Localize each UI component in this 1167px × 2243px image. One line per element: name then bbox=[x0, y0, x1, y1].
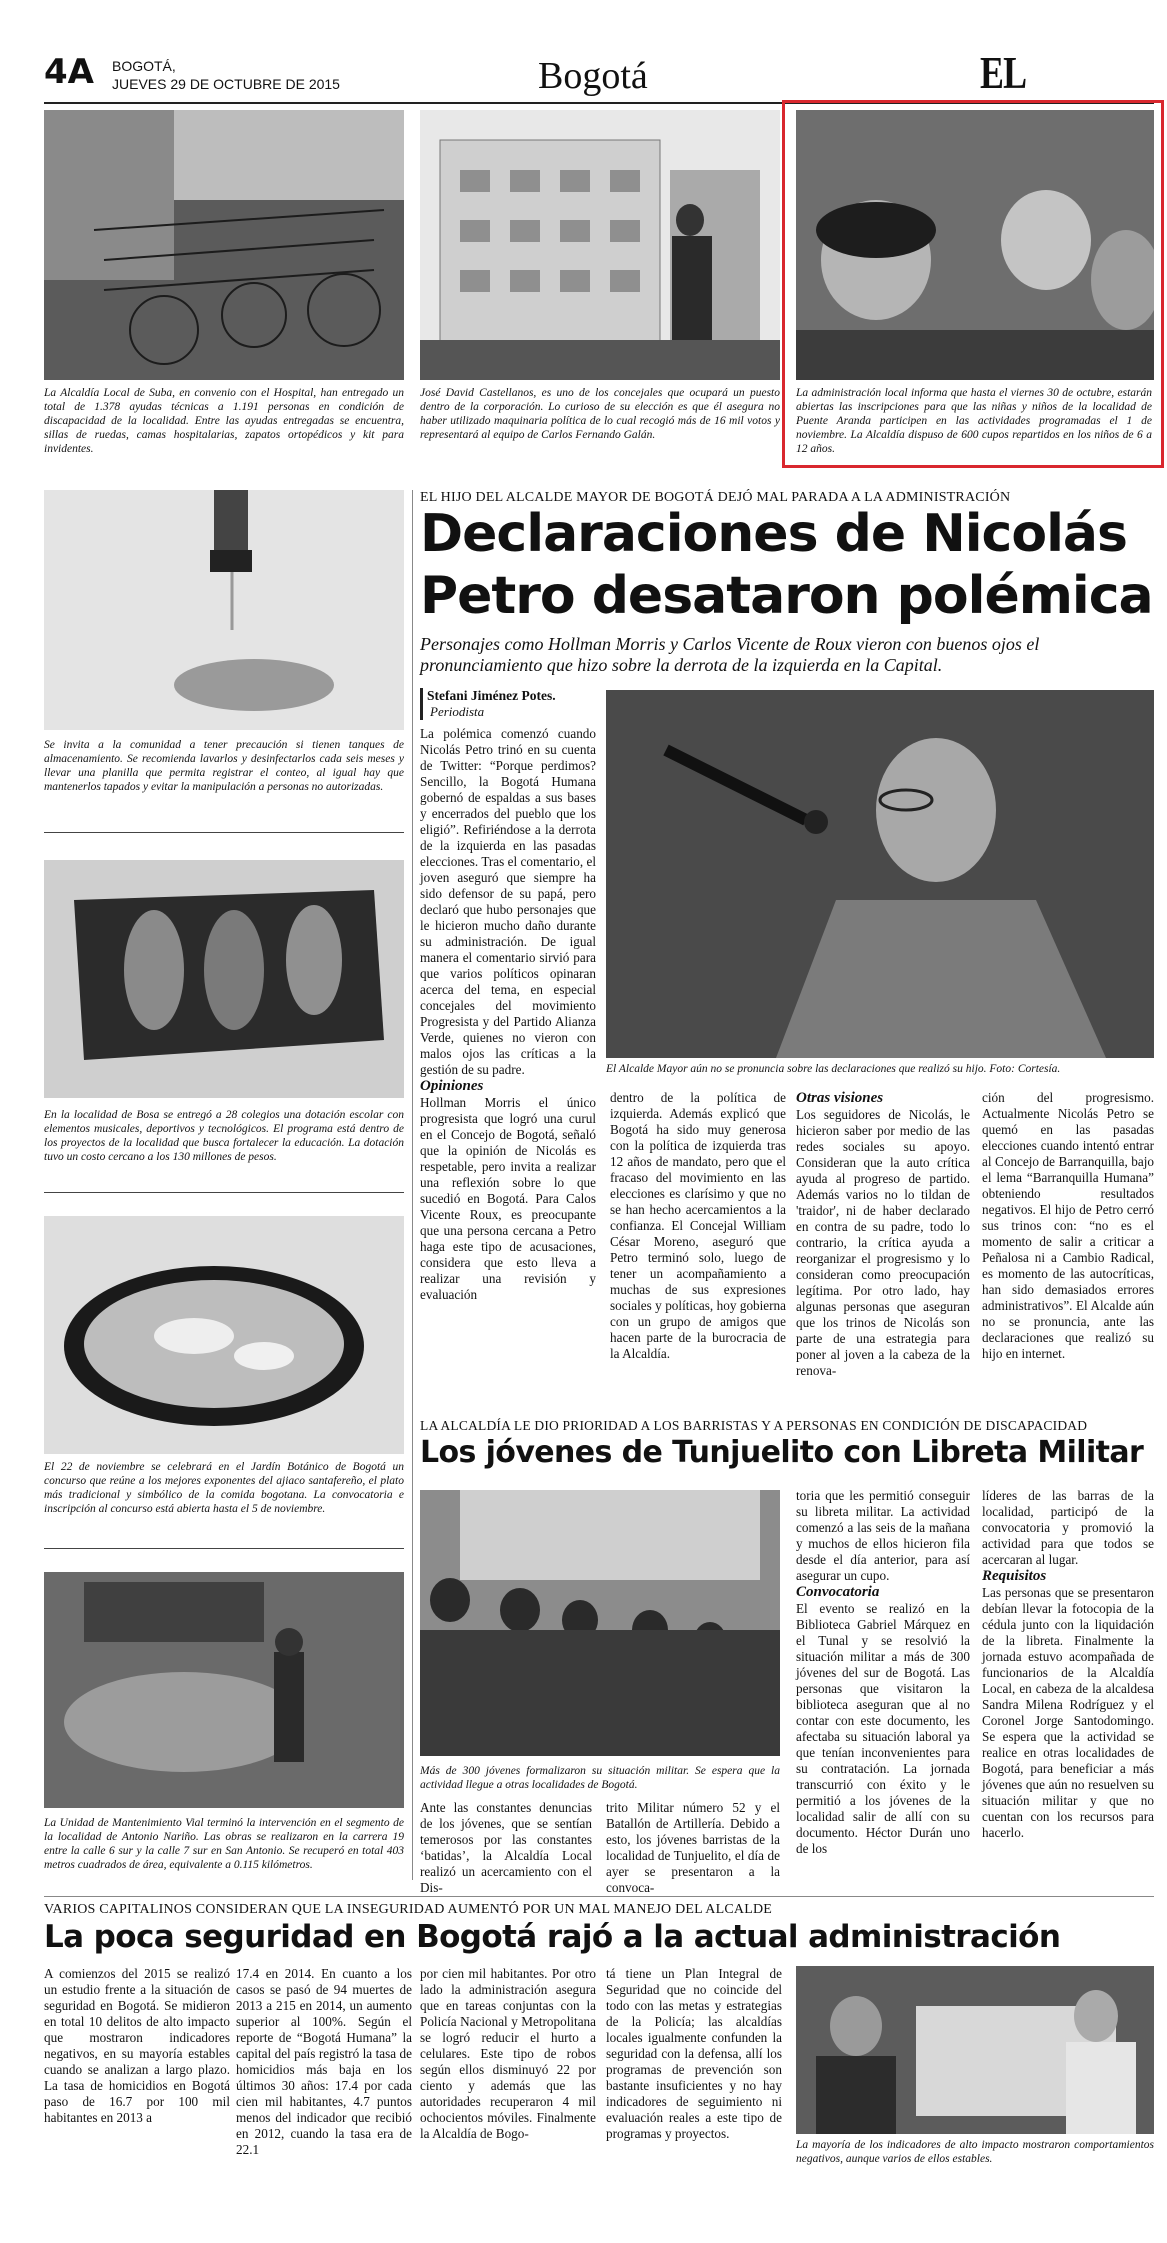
faucet-image bbox=[44, 490, 404, 730]
top-caption-2: José David Castellanos, es uno de los concejales que ocupará un puesto dentro de la corporación. Lo curioso de su elección es que él asegura no haber utilizado maquinaria política de lo cual recogió más de 16 mil votos y representará al equipo de Carlos Fernando Galán. bbox=[420, 387, 780, 441]
story2-col4a-text: líderes de las barras de la localidad, participó de la convocatoria y promovió la actividad para que todos se acercaran al lugar. bbox=[982, 1488, 1154, 1567]
children-image bbox=[796, 110, 1154, 380]
story1-col4-text: ción del progresismo. Actualmente Nicolás Petro se quemó en las pasadas elecciones cuando intentó entrar al Concejo de Barranquilla, bajo el lema “Barranquilla Humana” obteniendo resultados negativos. El hijo de Petro cerró sus trinos con: “no es el momento de salir a criticar a Peñalosa ni a Cambio Radical, es momento de las autocríticas, han sido demasiados errores administrativos”. El Alcalde aún no se pronuncia, ante las declaraciones que realizó su hijo en internet. bbox=[982, 1090, 1154, 1361]
dateline-date: JUEVES 29 DE OCTUBRE DE 2015 bbox=[112, 76, 340, 92]
story2-col2 bbox=[606, 1800, 780, 1896]
left-divider-2 bbox=[44, 1192, 404, 1193]
police-photo bbox=[796, 1966, 1154, 2134]
story1-col1-text: La polémica comenzó cuando Nicolás Petro trinó en su cuenta de Twitter: “Porque perdimos? Sencillo, la Bogotá Humana gobernó de espaldas a sus bases y encerrados del pueblo que los eligió”. Refiriéndose a la derrota de la izquierda en las pasadas elecciones. Tras el comentario, el joven aseguró que siempre ha sido defensor de su papá, pero declaró que hubo personajes que le hicieron mucho daño durante su administración. De igual manera el comentario sirvió para que varios políticos opinaran acerca del tema, en especial concejales del movimiento Progresista y del Partido Alianza Verde, quienes no vieron con malos ojos las críticas a la gestión de su padre. bbox=[420, 726, 596, 1077]
left-caption-2: En la localidad de Bosa se entregó a 28 colegios una dotación escolar con elementos musicales, deportivos y tecnológicos. El programa está dentro de los proyectos de la localidad que busca fortalecer la educación. La dotación tuvo un costo cercano a los 130 millones de pesos. bbox=[44, 1109, 404, 1163]
story1-col1b-text: Hollman Morris el único progresista que logró una curul en el Concejo de Bogotá, señaló que la opinión de Nicolás es respetable, pero invita a realizar una reflexión sobre lo que sucedió en Bogotá. Para Calos Vicente Roux, es preocupante que una persona cercana a Petro haga este tipo de acusaciones, considera que esto lleva a realizar una revisión y evaluación bbox=[420, 1095, 596, 1302]
story1-headline-line2: Petro desataron polémica bbox=[420, 566, 1153, 626]
story3-col1 bbox=[44, 1966, 230, 2126]
story2-col3 bbox=[796, 1488, 970, 1857]
story2-col3a-text: toria que les permitió conseguir su libreta militar. La actividad comenzó a las seis de la mañana y muchos de ellos hicieron fila desde el día anterior, para así asegurar un cupo. bbox=[796, 1488, 970, 1583]
councilman-photo bbox=[420, 110, 780, 380]
story1-subhead-otras: Otras visiones bbox=[796, 1090, 884, 1106]
top-caption-3: La administración local informa que hasta el viernes 30 de octubre, estarán abiertas las inscripciones para que las niñas y niños de la localidad de Puente Aranda participen en las actividades programadas el 1 de noviembre. La Alcaldía dispuso de 600 cupos repartidos en los niños de 6 a 12 años. bbox=[796, 387, 1152, 455]
column-rule bbox=[412, 490, 413, 1880]
ajiaco-photo bbox=[44, 1216, 404, 1454]
wheelchairs-photo bbox=[44, 110, 404, 380]
story3-col2 bbox=[236, 1966, 412, 2158]
left-divider-3 bbox=[44, 1548, 404, 1549]
story2-col2-text: trito Militar número 52 y el Batallón de Artillería. Debido a esto, los jóvenes barristas de la localidad de Tunjuelito, el día de ayer se presentaron a la convoca- bbox=[606, 1800, 780, 1895]
story3-col3-text: por cien mil habitantes. Por otro lado la administración asegura que en tareas conjuntas con la Policía Nacional y Metropolitana se logró reducir el hurto a celulares. Este tipo de robos según ellos disminuyó 22 por ciento y además que las autoridades recuperaron 4 mil ochocientos móviles. Finalmente la Alcaldía de Bogo- bbox=[420, 1966, 596, 2141]
left-caption-4: La Unidad de Mantenimiento Vial terminó la intervención en el segmento de la localidad de Antonio Nariño. Las obras se realizaron en la carrera 19 entre la calle 6 sur y la calle 7 sur en San Antonio. Se recuperó en total 403 metros cuadrados de área, equivalente a 0.115 kilómetros. bbox=[44, 1817, 404, 1871]
story2-col4b-text: Las personas que se presentaron debían llevar la fotocopia de la cédula junto con la liquidación de la libreta. Finalmente la jornada estuvo acompañada de funcionarios de la Alcaldía Local, en cabeza de la alcaldesa Sandra Milena Rodríguez y el Coronel Jorge Santodomingo. Se espera que la actividad se realice en otras localidades de Bogotá, para beneficiar a más jóvenes que aún no resuelven su situación militar y que no cuentan con los recursos para hacerlo. bbox=[982, 1585, 1154, 1840]
masthead: EL bbox=[980, 47, 1025, 98]
dateline-city: BOGOTÁ, bbox=[112, 58, 176, 74]
story2-col3b-text: El evento se realizó en la Biblioteca Gabriel Márquez en el Tunal y se resolvió la situación militar a más de 300 jóvenes del sur de Bogotá. Las personas que visitaron la biblioteca aseguran que al no contar con este documento, les afectaba su situación laboral ya que tenían inconvenientes para su contratación. La jornada transcurrió con éxito y le permitió a los jóvenes de la localidad salir de allí con su documento. Héctor Durán uno de los bbox=[796, 1601, 970, 1856]
roadworks-photo bbox=[44, 1572, 404, 1808]
story3-col3 bbox=[420, 1966, 596, 2142]
story1-deck: Personajes como Hollman Morris y Carlos Vicente de Roux vieron con buenos ojos el pronunciamiento que hizo sobre la derrota de la izquierda en la Capital. bbox=[420, 634, 1040, 675]
section-title: Bogotá bbox=[538, 55, 648, 97]
story1-col4 bbox=[982, 1090, 1154, 1362]
story3-col1-text: A comienzos del 2015 se realizó un estudio frente a la situación de seguridad en Bogotá. Se midieron en total 10 delitos de alto impacto que mostraron indicadores negativos, en su mayoría estables cuando se analizan a largo plazo. La tasa de homicidios en Bogotá paso de 16.7 por 100 mil habitantes en 2013 a bbox=[44, 1966, 230, 2125]
story1-col3 bbox=[796, 1090, 970, 1379]
petro-image bbox=[606, 690, 1154, 1058]
story2-col1-text: Ante las constantes denuncias de los jóvenes, que se sentían temerosos por las constantes ‘batidas’, la Alcaldía Local realizó un acercamiento con el Dis- bbox=[420, 1800, 592, 1895]
story3-headline: La poca seguridad en Bogotá rajó a la actual administración bbox=[44, 1919, 1061, 1955]
youths-photo bbox=[420, 1490, 780, 1756]
story1-col1 bbox=[420, 726, 596, 1303]
story1-col3-text: Los seguidores de Nicolás, le hicieron saber por medio de las redes sociales su apoyo. Consideran que la auto crítica ayuda al progreso de partido. Además varios no lo tildan de 'traidor', ni de haber declarado en contra de su padre, todo lo contrario, la crítica ayuda a reorganizar el progresismo y lo consideran como preocupación legítima. Por otro lado, hay algunas personas que aseguran que los trinos de Nicolás son parte de una estrategia para poner al joven a la cabeza de la renova- bbox=[796, 1107, 970, 1378]
story3-kicker: VARIOS CAPITALINOS CONSIDERAN QUE LA INSEGURIDAD AUMENTÓ POR UN MAL MANEJO DEL ALCALDE bbox=[44, 1902, 773, 1917]
left-divider-1 bbox=[44, 832, 404, 833]
petro-photo-caption: El Alcalde Mayor aún no se pronuncia sobre las declaraciones que realizó su hijo. Foto: Cortesía. bbox=[606, 1063, 1061, 1075]
story2-col1 bbox=[420, 1800, 592, 1896]
faucet-photo bbox=[44, 490, 404, 730]
story1-kicker: EL HIJO DEL ALCALDE MAYOR DE BOGOTÁ DEJÓ MAL PARADA A LA ADMINISTRACIÓN bbox=[420, 490, 1011, 505]
roadworks-image bbox=[44, 1572, 404, 1808]
story2-subhead-convocatoria: Convocatoria bbox=[796, 1584, 880, 1600]
wheelchairs-image bbox=[44, 110, 404, 380]
police-photo-caption: La mayoría de los indicadores de alto impacto mostraron comportamientos negativos, aunque varios de ellos estables. bbox=[796, 2139, 1154, 2165]
page-number: 4A bbox=[44, 52, 94, 92]
story2-subhead-requisitos: Requisitos bbox=[982, 1568, 1047, 1584]
left-caption-3: El 22 de noviembre se celebrará en el Jardín Botánico de Bogotá un concurso que reúne a los mejores exponentes del ajiaco santafereño, el plato más tradicional y simbólico de la comida bogotana. La convocatoria e inscripción al concurso está abierta hasta el 5 de noviembre. bbox=[44, 1461, 404, 1515]
children-photo bbox=[796, 110, 1154, 380]
left-caption-1: Se invita a la comunidad a tener precaución si tienen tanques de almacenamiento. Se recomienda lavarlos y desinfectarlos cada seis meses y llevar una planilla que permita registrar el conteo, al igual hay que mantenerlos tapados y evitar la manipulación a personas no autorizadas. bbox=[44, 739, 404, 793]
youths-photo-caption: Más de 300 jóvenes formalizaron su situación militar. Se espera que la actividad llegue a otras localidades de Bogotá. bbox=[420, 1765, 780, 1791]
story1-subhead-opiniones: Opiniones bbox=[420, 1078, 484, 1094]
petro-photo bbox=[606, 690, 1154, 1058]
story1-headline-line1: Declaraciones de Nicolás bbox=[420, 504, 1127, 564]
story2-kicker: LA ALCALDÍA LE DIO PRIORIDAD A LOS BARRISTAS Y A PERSONAS EN CONDICIÓN DE DISCAPACIDAD bbox=[420, 1418, 1088, 1433]
story1-col2 bbox=[610, 1090, 786, 1362]
byline-bar bbox=[420, 688, 423, 720]
story2-col4 bbox=[982, 1488, 1154, 1841]
story2-headline: Los jóvenes de Tunjuelito con Libreta Militar bbox=[420, 1435, 1144, 1470]
story3-rule bbox=[44, 1896, 1154, 1897]
story1-byline-role: Periodista bbox=[430, 704, 485, 719]
story1-col2-text: dentro de la política de izquierda. Además explicó que Bogotá ha sido muy generosa con la política de izquierda tras 12 años de mandato, pero que el fracaso del movimiento en las elecciones es clarísimo y que no se han hecho acercamientos a la confianza. El Concejal William César Moreno, aseguró que Petro terminó solo, luego de tener un acompañamiento a muchas de sus expresiones sociales y políticas, hoy gobierna con un grupo de amigos que hacen parte de la burocracia de la Alcaldía. bbox=[610, 1090, 786, 1361]
story1-byline: Stefani Jiménez Potes. bbox=[427, 688, 556, 703]
story3-col2-text: 17.4 en 2014. En cuanto a los casos se pasó de 94 muertes de 2013 a 215 en 2014, un aumento superior al 100%. Según el reporte de “Bogotá Humana” la capital del país registró la tasa de homicidios más baja en los últimos 30 años: 17.4 por cada cien mil habitantes, 4.7 puntos menos del indicador que recibió en 2012, cuando la tasa era de 22.1 bbox=[236, 1966, 412, 2157]
story3-col4 bbox=[606, 1966, 782, 2142]
instruments-photo bbox=[44, 860, 404, 1098]
top-caption-1: La Alcaldía Local de Suba, en convenio con el Hospital, han entregado un total de 1.378 ayudas técnicas a 1.191 personas en condición de discapacidad de la localidad. Entre las ayudas entregadas se encuentra, sillas de ruedas, camas hospitalarias, zapatos ortopédicos y kit para invidentes. bbox=[44, 387, 404, 455]
ajiaco-image bbox=[44, 1216, 404, 1454]
youths-image bbox=[420, 1490, 780, 1756]
violin-cases-image bbox=[44, 860, 404, 1098]
police-image bbox=[796, 1966, 1154, 2134]
building-image bbox=[420, 110, 780, 380]
story3-col4-text: tá tiene un Plan Integral de Seguridad que no coincide del todo con las metas y estrategias de la Policía; las alcaldías locales igualmente confunden la seguridad con la defensa, allí los programas de prevención son bastante insuficientes y no hay indicadores de seguimiento ni evaluación reales a este tipo de programas y proyectos. bbox=[606, 1966, 782, 2141]
